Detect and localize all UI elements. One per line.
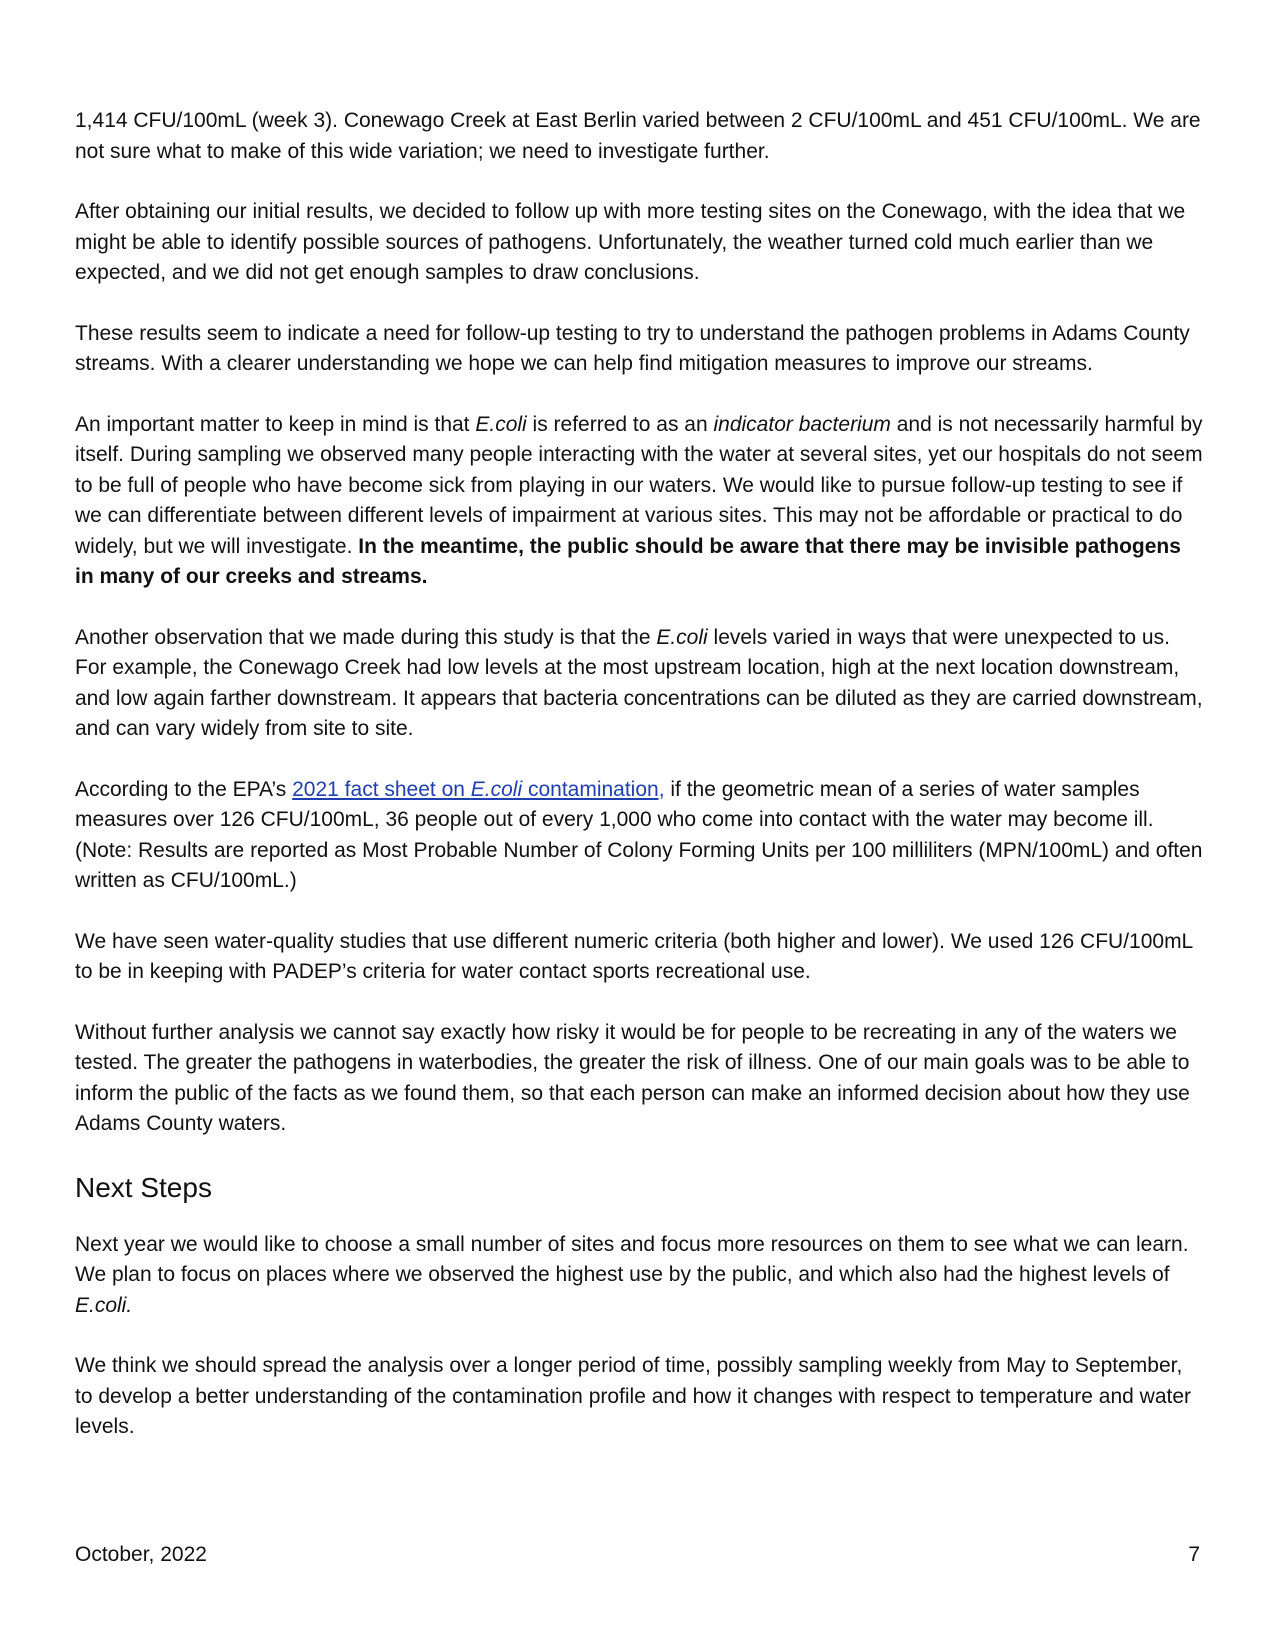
link-text: contamination, [522,777,665,801]
link-ecoli-term: E.coli [470,777,523,801]
paragraph-results-indicate: These results seem to indicate a need for follow-up testing to try to understand the pathogen problems in Adams County streams. With a clearer understanding we hope we can help find mitigation measures to improve our streams. [75,321,1190,375]
text-run: levels varied in ways that were unexpected to us. For example, the Conewago Creek had low levels at the most upstream location, high at the next location downstream, and low again farther downstream. It appears that bacteria concentrations can be diluted as they are carried downstream, and can vary widely from site to site. [75,625,1203,740]
text-run: An important matter to keep in mind is that [75,412,476,436]
ecoli-term: E.coli [475,412,527,436]
paragraph-followup-sites: After obtaining our initial results, we decided to follow up with more testing sites on the Conewago, with the idea that we might be able to identify possible sources of pathogens. Unfortunately, the weather turned cold much earlier than we expected, and we did not get enough samples to draw conclusions. [75,200,1186,284]
paragraph-observation-levels [75,623,1205,745]
paragraph-further-analysis: Without further analysis we cannot say exactly how risky it would be for people to be recreating in any of the waters we tested. The greater the pathogens in waterbodies, the greater the risk of illness. One of our main goals was to be able to inform the public of the facts as we found them, so that each person can make an informed decision about how they use Adams County waters. [75,1020,1190,1135]
page-number: 7 [1188,1543,1200,1566]
page-body [75,106,1205,1473]
next-steps-heading: Next Steps [75,1171,212,1203]
epa-fact-sheet-link[interactable] [292,778,664,801]
paragraph-longer-period: We think we should spread the analysis over a longer period of time, possibly sampling weekly from May to September, to develop a better understanding of the contamination profile and how it changes with respect to temperature and water levels. [75,1354,1192,1438]
indicator-bacterium-term: indicator bacterium [713,412,891,436]
text-run: is referred to as an [526,412,714,436]
ecoli-term: E.coli [656,625,708,649]
text-run: and is not necessarily harmful by itself. During sampling we observed many people interacting with the water at several sites, yet our hospitals do not seem to be full of people who have become sick from playing in our waters. We would like to pursue follow-up testing to see if we can differentiate between different levels of impairment at various sites. This may not be affordable or practical to do widely, but we will investigate. [75,412,1203,558]
ecoli-term: E.coli. [75,1293,133,1317]
paragraph-next-year [75,1230,1205,1322]
text-run: if the geometric mean of a series of water samples measures over 126 CFU/100mL, 36 people out of every 1,000 who come into contact with the water may become ill. (Note: Results are reported as Most Probable Number of Colony Forming Units per 100 milliliters (MPN/100mL) and often written as CFU/100mL.) [75,777,1203,892]
paragraph-numeric-criteria: We have seen water-quality studies that use different numeric criteria (both higher and lower). We used 126 CFU/100mL to be in keeping with PADEP’s criteria for water contact sports recreational use. [75,929,1193,983]
text-run: Another observation that we made during this study is that the [75,625,657,649]
footer-date: October, 2022 [75,1543,207,1566]
text-run: Next year we would like to choose a small number of sites and focus more resources on them to see what we can learn. We plan to focus on places where we observed the highest use by the public, and which also had the highest levels of [75,1232,1189,1286]
public-warning: In the meantime, the public should be aware that there may be invisible pathogens in many of our creeks and streams. [75,534,1181,588]
paragraph-conewago-variation: 1,414 CFU/100mL (week 3). Conewago Creek at East Berlin varied between 2 CFU/100mL and 451 CFU/100mL. We are not sure what to make of this wide variation; we need to investigate further. [75,109,1201,163]
paragraph-epa-fact-sheet [75,775,1205,897]
text-run: According to the EPA’s [75,777,293,801]
link-text: 2021 fact sheet on [292,777,471,801]
paragraph-indicator-bacterium [75,410,1205,593]
